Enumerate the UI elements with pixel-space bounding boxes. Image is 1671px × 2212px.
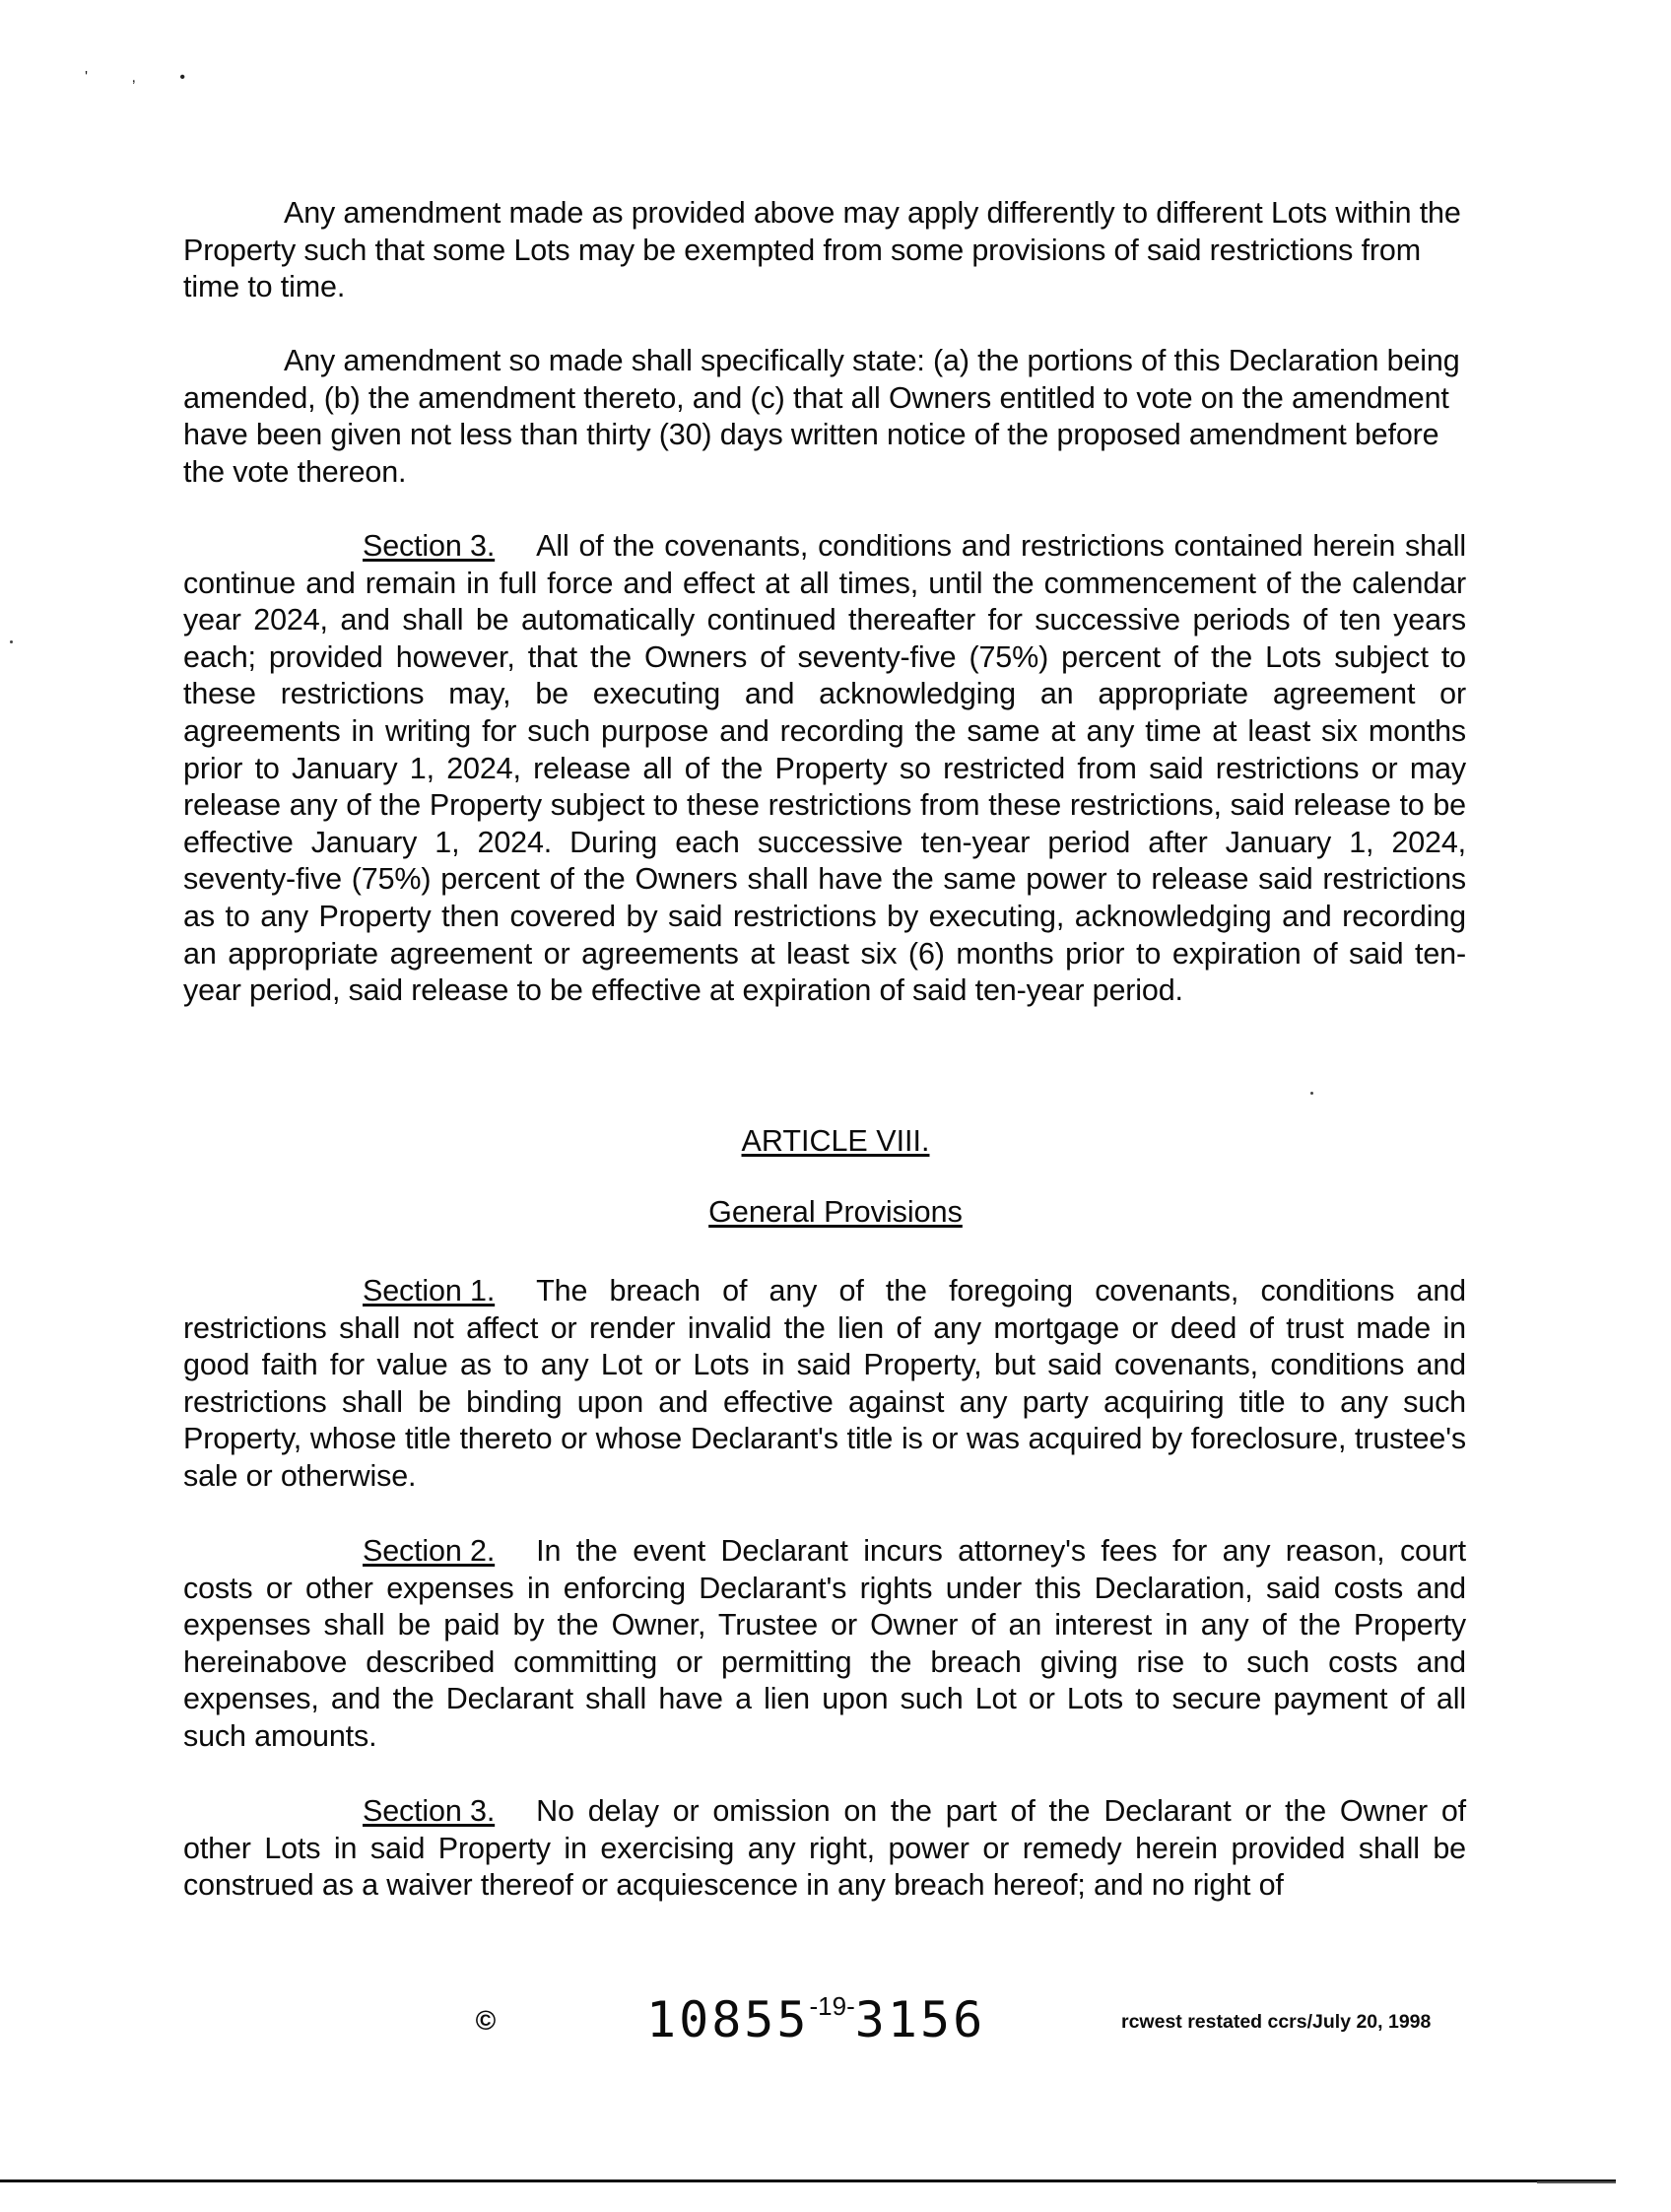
article-title <box>0 1123 1671 1160</box>
article7-section-3 <box>183 528 1466 1010</box>
recording-number <box>646 1990 985 2057</box>
section-text: All of the covenants, conditions and restrictions contained herein shall continue and remain in full force and effect at all times, until the commencement of the calendar year 2024, and shall be automatically continued thereafter for successive periods of ten years each; provided however, that the Owners of seventy-five (75%) percent of the Lots subject to these restrictions may, be executing and acknowledging an appropriate agreement or agreements in writing for such purpose and recording the same at any time at least six months prior to January 1, 2024, release all of the Property so restricted from said restrictions or may release any of the Property subject to these restrictions from these restrictions, said release to be effective January 1, 2024. During each successive ten-year period after January 1, 2024, seventy-five (75%) percent of the Owners shall have the same power to release said restrictions as to any Property then covered by said restrictions by executing, acknowledging and recording an appropriate agreement or agreements at least six (6) months prior to expiration of said ten-year period, said release to be effective at expiration of said ten-year period. <box>183 529 1466 1008</box>
section-label: Section 2. <box>363 1534 496 1568</box>
article8-section-2 <box>183 1533 1466 1756</box>
scan-specks: ' , • <box>85 69 205 86</box>
section-text: No delay or omission on the part of the Declarant or the Owner of other Lots in said Property in exercising any right, power or remedy herein provided shall be construed as a waiver thereof or acquiescence in any breach hereof; and no right of <box>183 1794 1466 1903</box>
article-subtitle-text: General Provisions <box>708 1195 963 1229</box>
section-text: The breach of any of the foregoing covenants, conditions and restrictions shall not affect or render invalid the lien of any mortgage or deed of trust made in good faith for value as to any Lot or Lots in said Property, but said covenants, conditions and restrictions shall be binding upon and effective against any party acquiring title to any such Property, whose title thereto or whose Declarant's title is or was acquired by foreclosure, trustee's sale or otherwise. <box>183 1274 1466 1493</box>
article-title-text: ARTICLE VIII. <box>741 1124 930 1158</box>
recording-number-page: -19- <box>809 1991 855 2021</box>
scan-speck <box>1310 1092 1313 1095</box>
recording-number-main: 10855 <box>646 1991 810 2048</box>
article-subtitle <box>0 1194 1671 1231</box>
article8-section-3 <box>183 1793 1466 1905</box>
paragraph-amendment-lots: Any amendment made as provided above may apply differently to different Lots within the Property such that some Lots may be exempted from some provisions of said restrictions from time to time. <box>183 196 1461 304</box>
scan-edge-line <box>0 2179 1616 2182</box>
recording-number-end: 3156 <box>854 1991 986 2048</box>
scan-edge-line-tail <box>1537 2181 1616 2183</box>
article8-section-1 <box>183 1273 1466 1496</box>
scan-speck <box>10 640 13 643</box>
paragraph-amendment-statement: Any amendment so made shall specifically state: (a) the portions of this Declaration being amended, (b) the amendment thereto, and (c) that all Owners entitled to vote on the amendment have been given not less than thirty (30) days written notice of the proposed amendment before the vote thereon. <box>183 344 1460 489</box>
section-label: Section 3. <box>363 529 496 563</box>
document-reference: rcwest restated ccrs/July 20, 1998 <box>1121 2011 1432 2033</box>
section-label: Section 1. <box>363 1274 496 1307</box>
recycle-mark-icon: © <box>475 2005 497 2036</box>
section-label: Section 3. <box>363 1794 496 1828</box>
section-text: In the event Declarant incurs attorney's fees for any reason, court costs or other expenses in enforcing Declarant's rights under this Declaration, said costs and expenses shall be paid by the Owner, Trustee or Owner of an interest in any of the Property hereinabove described committing or permitting the breach giving rise to such costs and expenses, and the Declarant shall have a lien upon such Lot or Lots to secure payment of all such amounts. <box>183 1534 1466 1753</box>
